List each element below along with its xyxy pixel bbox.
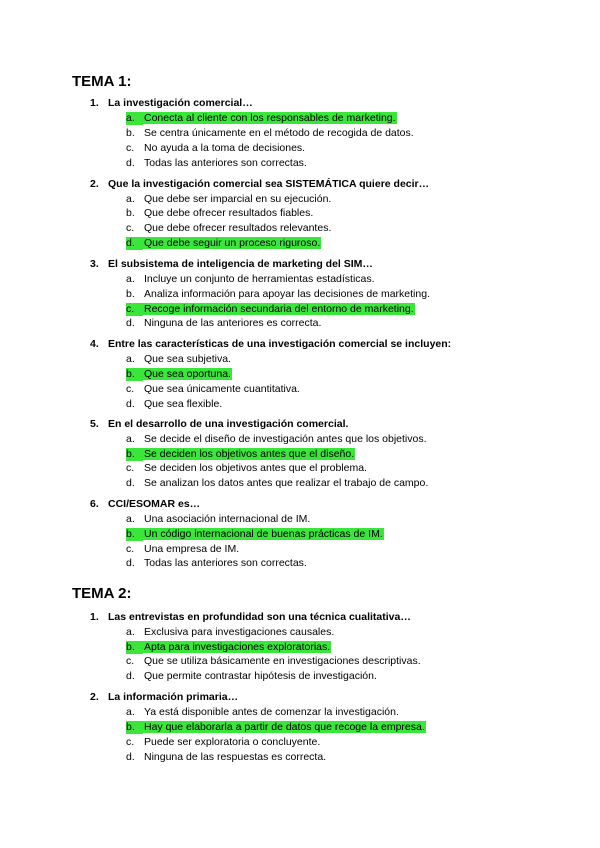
option-text: Que se utiliza básicamente en investigaciones descriptivas. <box>144 655 421 667</box>
answer-option <box>126 670 378 683</box>
option-text: Se analizan los datos antes que realizar el trabajo de campo. <box>144 477 429 489</box>
option-text: Que sea únicamente cuantitativa. <box>144 383 300 395</box>
option-text: Ninguna de las respuestas es correcta. <box>144 751 327 763</box>
option-text: Ninguna de las anteriores es correcta. <box>144 317 322 329</box>
question-number: 6. <box>90 498 99 510</box>
answer-option-correct <box>126 528 384 541</box>
option-letter: b. <box>126 207 135 219</box>
option-letter: b. <box>126 721 143 734</box>
option-letter: a. <box>126 513 135 525</box>
option-letter: c. <box>126 655 135 667</box>
answer-option <box>126 193 332 206</box>
option-text: Incluye un conjunto de herramientas estadísticas. <box>144 273 375 285</box>
option-letter: c. <box>126 303 143 316</box>
option-letter: d. <box>126 670 135 682</box>
answer-option <box>126 317 322 330</box>
option-letter: d. <box>126 157 135 169</box>
option-text: Una empresa de IM. <box>144 543 240 555</box>
option-text: Todas las anteriores son correctas. <box>144 157 307 169</box>
question-heading <box>90 691 238 703</box>
question-text: Las entrevistas en profundidad son una técnica cualitativa… <box>108 611 411 623</box>
option-letter: d. <box>126 398 135 410</box>
answer-option <box>126 736 321 749</box>
question-number: 5. <box>90 418 99 430</box>
option-text: Exclusiva para investigaciones causales. <box>144 626 335 638</box>
answer-option <box>126 398 223 411</box>
answer-option <box>126 142 306 155</box>
option-letter: a. <box>126 353 135 365</box>
option-text: No ayuda a la toma de decisiones. <box>144 142 306 154</box>
answer-option-correct <box>126 368 232 381</box>
option-text: Una asociación internacional de IM. <box>144 513 311 525</box>
option-letter: c. <box>126 736 135 748</box>
option-letter: c. <box>126 543 135 555</box>
option-text: Que debe ofrecer resultados relevantes. <box>144 222 332 234</box>
question-heading <box>90 498 200 510</box>
option-text: Analiza información para apoyar las decisiones de marketing. <box>144 288 430 300</box>
option-letter: a. <box>126 112 143 125</box>
question-heading <box>90 418 348 430</box>
option-text: Que debe ofrecer resultados fiables. <box>144 207 314 219</box>
option-text: Se decide el diseño de investigación antes que los objetivos. <box>144 433 427 445</box>
answer-option <box>126 626 335 639</box>
option-text: Que sea subjetiva. <box>144 353 231 365</box>
option-text: Hay que elaborarla a partir de datos que recoge la empresa. <box>144 721 425 733</box>
answer-option <box>126 477 429 490</box>
option-text: Ya está disponible antes de comenzar la investigación. <box>144 706 399 718</box>
option-text: Que debe ser imparcial en su ejecución. <box>144 193 332 205</box>
answer-option <box>126 157 308 170</box>
option-letter: d. <box>126 751 135 763</box>
answer-option-correct <box>126 303 415 316</box>
option-text: Se deciden los objetivos antes que el problema. <box>144 462 367 474</box>
question-heading <box>90 611 411 623</box>
answer-option-correct <box>126 641 331 654</box>
question-text: La investigación comercial… <box>108 97 253 109</box>
question-heading <box>90 338 451 350</box>
question-text: En el desarrollo de una investigación comercial. <box>108 418 349 430</box>
answer-option <box>126 353 232 366</box>
question-text: Entre las características de una investigación comercial se incluyen: <box>108 338 452 350</box>
option-text: Todas las anteriores son correctas. <box>144 557 307 569</box>
option-letter: a. <box>126 193 135 205</box>
answer-option-correct <box>126 237 321 250</box>
answer-option-correct <box>126 112 397 125</box>
option-text: Que permite contrastar hipótesis de investigación. <box>144 670 377 682</box>
option-letter: c. <box>126 222 135 234</box>
option-text: Puede ser exploratoria o concluyente. <box>144 736 321 748</box>
option-letter: c. <box>126 142 135 154</box>
question-number: 1. <box>90 611 99 623</box>
answer-option <box>126 273 376 286</box>
answer-option <box>126 655 422 668</box>
option-letter: b. <box>126 127 135 139</box>
option-text: Se centra únicamente en el método de recogida de datos. <box>144 127 414 139</box>
question-heading <box>90 178 429 190</box>
option-letter: a. <box>126 433 135 445</box>
answer-option <box>126 513 311 526</box>
option-letter: d. <box>126 557 135 569</box>
option-text: Se deciden los objetivos antes que el diseño. <box>144 448 355 460</box>
question-number: 2. <box>90 691 99 703</box>
question-heading <box>90 258 373 270</box>
option-letter: a. <box>126 273 135 285</box>
option-text: Que sea oportuna. <box>144 368 231 380</box>
answer-option <box>126 543 240 556</box>
answer-option <box>126 222 332 235</box>
section-title-tema-2: TEMA 2: <box>72 585 132 602</box>
option-letter: c. <box>126 462 135 474</box>
option-letter: a. <box>126 706 135 718</box>
question-number: 3. <box>90 258 99 270</box>
option-text: Un código internacional de buenas prácticas de IM. <box>144 528 383 540</box>
answer-option <box>126 433 428 446</box>
answer-option-correct <box>126 721 426 734</box>
question-number: 1. <box>90 97 99 109</box>
option-text: Que sea flexible. <box>144 398 223 410</box>
question-text: La información primaria… <box>108 691 239 703</box>
answer-option <box>126 462 368 475</box>
answer-option-correct <box>126 448 355 461</box>
question-text: CCI/ESOMAR es… <box>108 498 201 510</box>
option-text: Apta para investigaciones exploratorias. <box>144 641 331 653</box>
option-text: Recoge información secundaria del entorno de marketing. <box>144 303 414 315</box>
answer-option <box>126 706 400 719</box>
answer-option <box>126 383 301 396</box>
option-letter: b. <box>126 368 143 381</box>
question-number: 2. <box>90 178 99 190</box>
question-text: Que la investigación comercial sea SISTEMÁTICA quiere decir… <box>108 178 430 190</box>
option-letter: a. <box>126 626 135 638</box>
option-letter: d. <box>126 237 143 250</box>
option-letter: b. <box>126 288 135 300</box>
option-letter: c. <box>126 383 135 395</box>
question-heading <box>90 97 253 109</box>
question-text: El subsistema de inteligencia de marketing del SIM… <box>108 258 373 270</box>
option-letter: b. <box>126 641 143 654</box>
option-text: Conecta al cliente con los responsables de marketing. <box>144 112 396 124</box>
option-letter: d. <box>126 317 135 329</box>
option-letter: d. <box>126 477 135 489</box>
answer-option <box>126 207 314 220</box>
question-number: 4. <box>90 338 99 350</box>
option-letter: b. <box>126 448 143 461</box>
answer-option <box>126 751 327 764</box>
option-letter: b. <box>126 528 143 541</box>
answer-option <box>126 557 308 570</box>
answer-option <box>126 288 431 301</box>
answer-option <box>126 127 415 140</box>
option-text: Que debe seguir un proceso riguroso. <box>144 237 321 249</box>
section-title-tema-1: TEMA 1: <box>72 73 132 90</box>
